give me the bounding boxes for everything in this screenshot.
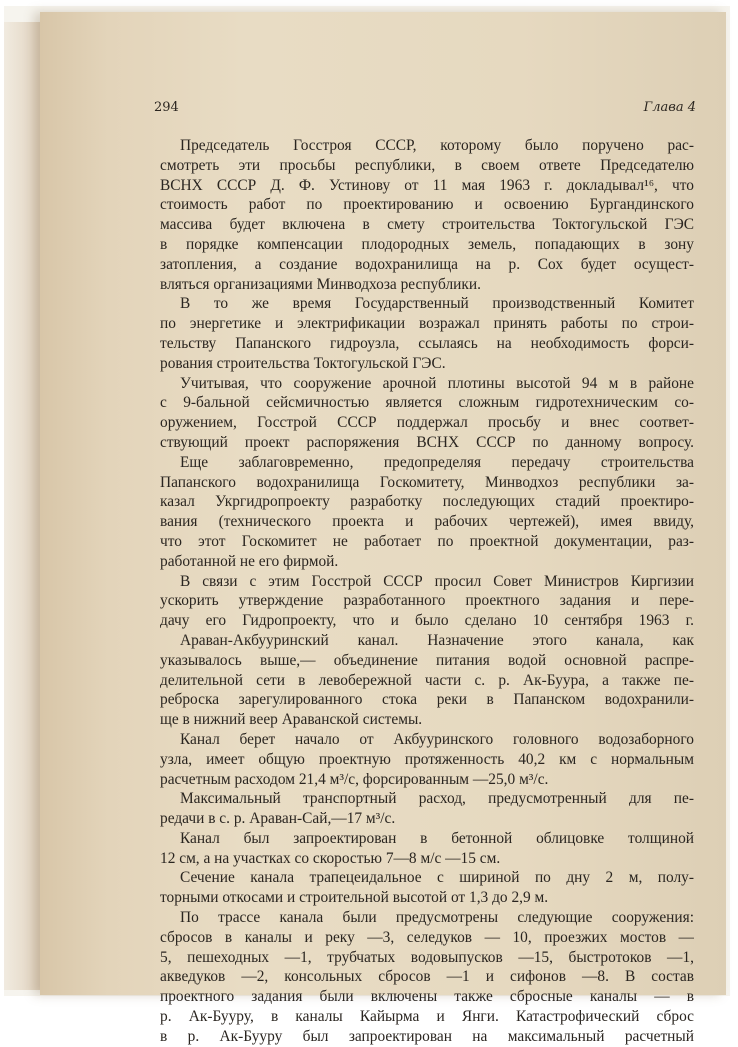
text-line: Учитывая, что сооружение арочной плотины высотой 94 м в районе (180, 374, 694, 392)
text-line: По трассе канала были предусмотрены следующие сооружения: (180, 909, 694, 927)
text-line: проектного задания были включены также сбросные каналы — в (160, 988, 694, 1006)
text-line: 5, пешеходных —1, трубчатых водовыпусков —15, быстротоков —1, (160, 948, 694, 966)
text-line: что этот Госкомитет не работает по проектной документации, раз- (160, 532, 694, 550)
text-line: торными откосами и строительной высотой от 1,3 до 2,9 м. (160, 889, 549, 907)
text-line: ствующий проект распоряжения ВСНХ СССР по данному вопросу. (160, 433, 694, 451)
text-line: Еще заблаговременно, предопределяя передачу строительства (180, 453, 694, 471)
body-text (160, 136, 694, 1047)
text-line: расчетным расходом 21,4 м³/с, форсированным —25,0 м³/с. (160, 770, 549, 788)
text-line: редачи в с. р. Араван-Сай,—17 м³/с. (160, 810, 396, 828)
text-line: рования строительства Токтогульской ГЭС. (160, 354, 446, 372)
text-line: указывалось выше,— объединение питания водой основной распре- (160, 651, 694, 669)
page-header (150, 100, 696, 122)
text-line: стоимость работ по проектированию и освоению Бургандинского (160, 196, 694, 214)
text-line: акведуков —2, консольных сбросов —1 и сифонов —8. В состав (160, 968, 694, 986)
text-line: Папанского водохранилища Госкомитету, Минводхоз республики за- (160, 473, 694, 491)
text-line: Канал берет начало от Акбууринского головного водозаборного (180, 730, 694, 748)
text-line: в р. Ак-Бууру был запроектирован на максимальный расчетный (160, 1027, 694, 1045)
text-line: вляться организациями Минводхоза республики. (160, 275, 481, 293)
text-line: казал Укргидропроекту разработку последующих стадий проектиро- (160, 493, 694, 511)
text-line: реброска зарегулированного стока реки в Папанском водохранили- (160, 691, 694, 709)
text-line: узла, имеет общую проектную протяженность 40,2 км с нормальным (160, 750, 694, 768)
text-line: вания (технического проекта и рабочих чертежей), имея ввиду, (160, 513, 694, 531)
page-number: 294 (154, 100, 179, 115)
text-line: по энергетике и электрификации возражал принять работы по строи- (160, 315, 694, 333)
text-line: дачу его Гидропроекту, что и было сделано 10 сентября 1963 г. (160, 612, 694, 630)
text-line: в порядке компенсации плодородных земель, попадающих в зону (160, 235, 694, 253)
text-line: работанной не его фирмой. (160, 552, 339, 570)
text-line: оружением, Госстрой СССР поддержал просьбу и внес соответ- (160, 414, 694, 432)
text-line: ускорить утверждение разработанного проектного задания и пере- (160, 592, 694, 610)
text-line: сбросов в каналы и реку —3, селедуков — 10, проезжих мостов — (160, 928, 694, 946)
text-line: делительной сети в левобережной части с. р. Ак-Буура, а также пе- (160, 671, 694, 689)
chapter-label: Глава 4 (643, 100, 696, 115)
text-line: Сечение канала трапецеидальное с шириной по дну 2 м, полу- (180, 869, 694, 887)
text-line: Канал был запроектирован в бетонной облицовке толщиной (180, 829, 694, 847)
text-line: тельству Папанского гидроузла, ссылаясь на необходимость форси- (160, 334, 694, 352)
text-line: Араван-Акбууринский канал. Назначение этого канала, как (180, 631, 694, 649)
text-line: ВСНХ СССР Д. Ф. Устинову от 11 мая 1963 г. докладывал¹⁶, что (160, 176, 694, 194)
text-line: Председатель Госстроя СССР, которому было поручено рас- (180, 137, 694, 154)
text-line: р. Ак-Бууру, в каналы Кайырма и Янги. Катастрофический сброс (160, 1008, 694, 1026)
text-line: затопления, а создание водохранилища на р. Сох будет осущест- (160, 255, 694, 273)
text-line: В связи с этим Госстрой СССР просил Совет Министров Киргизии (180, 572, 694, 590)
text-line: с 9-бальной сейсмичностью является сложным гидротехническим со- (160, 394, 694, 412)
text-line: 12 см, а на участках со скоростью 7—8 м/с —15 см. (160, 849, 501, 867)
text-line: В то же время Государственный производственный Комитет (180, 295, 694, 313)
text-line: смотреть эти просьбы республики, в своем ответе Председателю (160, 156, 694, 174)
text-line: ще в нижний веер Араванской системы. (160, 711, 423, 729)
text-line: Максимальный транспортный расход, предусмотренный для пе- (180, 790, 694, 808)
text-line: массива будет включена в смету строительства Токтогульской ГЭС (160, 216, 694, 234)
